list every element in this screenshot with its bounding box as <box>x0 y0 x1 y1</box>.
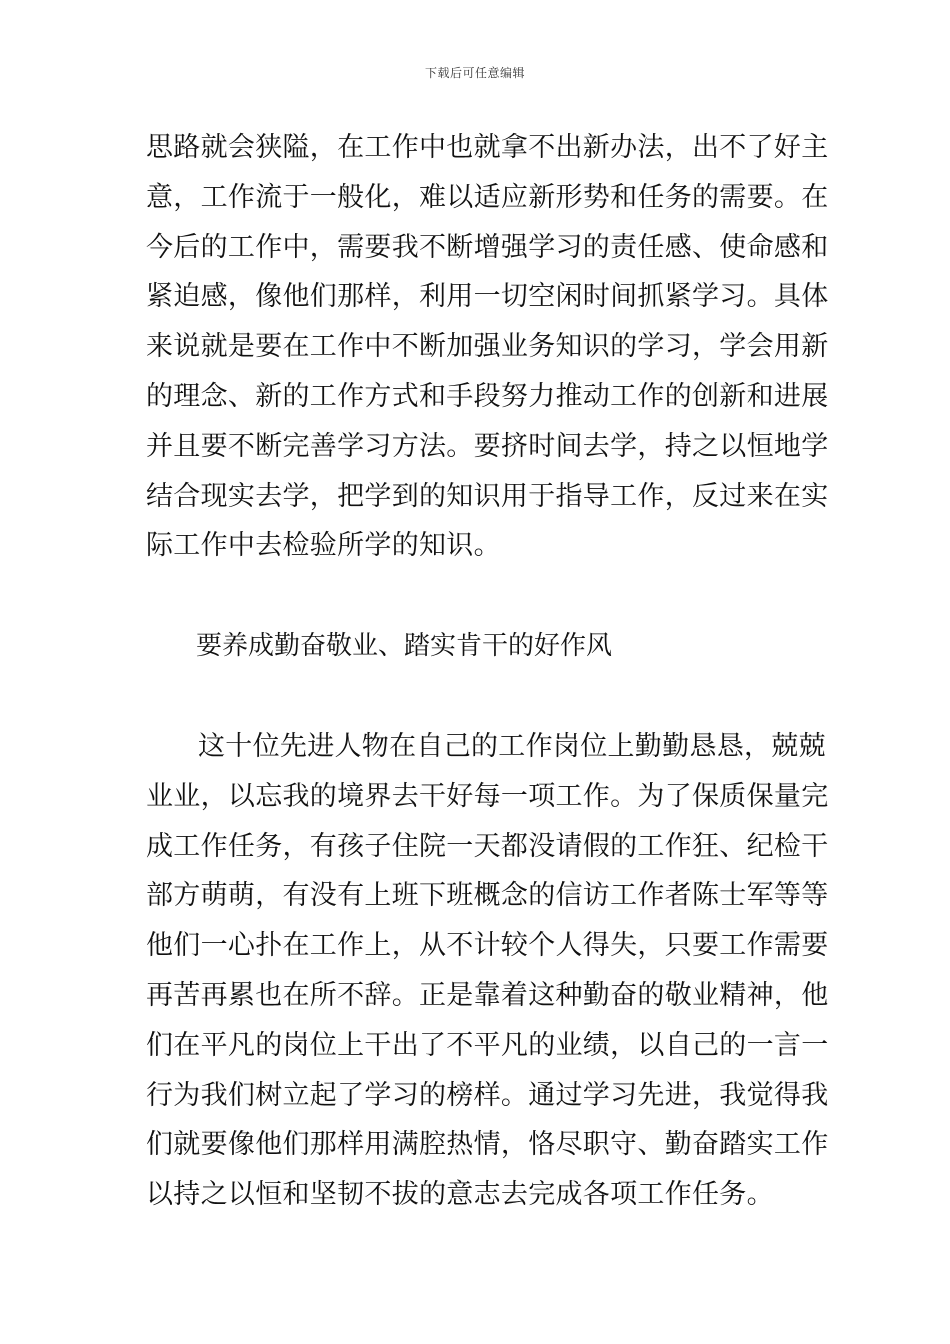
page-header: 下载后可任意编辑 <box>424 66 525 80</box>
paragraph-line: 成工作任务，有孩子住院一天都没请假的工作狂、纪检干 <box>146 830 829 862</box>
paragraph-line: 行为我们树立起了学习的榜样。通过学习先进，我觉得我 <box>146 1079 829 1111</box>
paragraph-1 <box>146 123 829 571</box>
paragraph-line: 的理念、新的工作方式和手段努力推动工作的创新和进展 <box>146 380 829 412</box>
paragraph-line: 来说就是要在工作中不断加强业务知识的学习，学会用新 <box>146 331 829 363</box>
section-heading: 要养成勤奋敬业、踏实肯干的好作风 <box>196 631 613 661</box>
paragraph-line: 们就要像他们那样用满腔热情，恪尽职守、勤奋踏实工作 <box>146 1129 829 1161</box>
paragraph-line: 意，工作流于一般化，难以适应新形势和任务的需要。在 <box>146 181 829 213</box>
paragraph-line: 并且要不断完善学习方法。要挤时间去学，持之以恒地学 <box>146 430 829 462</box>
paragraph-line: 他们一心扑在工作上，从不计较个人得失，只要工作需要 <box>146 930 829 962</box>
paragraph-line: 际工作中去检验所学的知识。 <box>146 530 501 562</box>
paragraph-line: 思路就会狭隘，在工作中也就拿不出新办法，出不了好主 <box>146 132 829 163</box>
paragraph-line: 结合现实去学，把学到的知识用于指导工作，反过来在实 <box>146 480 829 512</box>
paragraph-line: 以持之以恒和坚韧不拔的意志去完成各项工作任务。 <box>146 1179 774 1211</box>
paragraph-line: 这十位先进人物在自己的工作岗位上勤勤恳恳，兢兢 <box>198 731 826 762</box>
paragraph-line: 再苦再累也在所不辞。正是靠着这种勤奋的敬业精神，他 <box>146 979 829 1011</box>
paragraph-line: 今后的工作中，需要我不断增强学习的责任感、使命感和 <box>146 231 829 263</box>
paragraph-line: 们在平凡的岗位上干出了不平凡的业绩，以自己的一言一 <box>146 1029 829 1061</box>
paragraph-2 <box>146 722 829 1220</box>
paragraph-line: 部方萌萌，有没有上班下班概念的信访工作者陈士军等等 <box>146 880 829 912</box>
paragraph-line: 紧迫感，像他们那样，利用一切空闲时间抓紧学习。具体 <box>146 281 829 313</box>
paragraph-line: 业业，以忘我的境界去干好每一项工作。为了保质保量完 <box>146 780 829 812</box>
